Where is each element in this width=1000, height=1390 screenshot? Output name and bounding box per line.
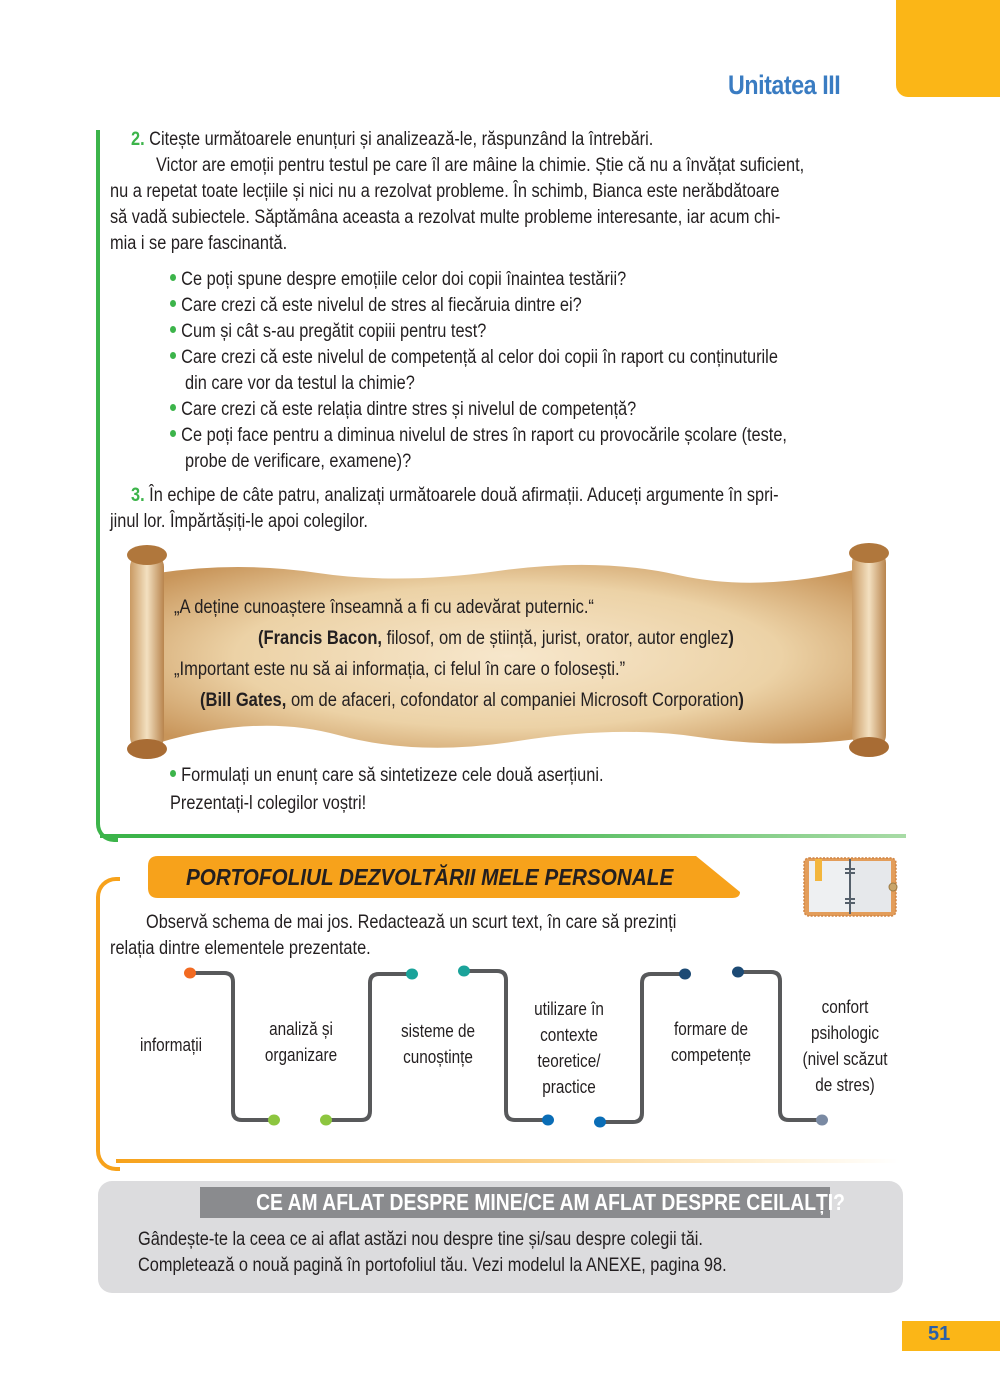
question-item: Care crezi că este nivelul de stres al fiecăruia dintre ei? bbox=[170, 293, 582, 319]
paragraph-line: Victor are emoții pentru testul pe care îl are mâine la chimie. Știe că nu a învățat suficient, bbox=[156, 155, 805, 176]
exercise-3-instruction-continued: jinul lor. Împărtășiți-le apoi colegilor. bbox=[110, 511, 368, 532]
unit-title: Unitatea III bbox=[728, 70, 841, 100]
portfolio-title: PORTOFOLIUL DEZVOLTĂRII MELE PERSONALE bbox=[186, 864, 674, 890]
paragraph-line: nu a repetat toate lecțiile și nici nu a rezolvat probleme. În schimb, Bianca este nerăbdătoare bbox=[110, 181, 780, 202]
flow-node-dot bbox=[320, 1115, 332, 1126]
flow-node-dot bbox=[732, 967, 744, 978]
task-followup: Prezentați-l colegilor voștri! bbox=[170, 793, 367, 814]
page-number-tab bbox=[902, 1321, 1000, 1351]
exercise-number: 3. bbox=[131, 485, 145, 506]
flow-step: analiză și organizare bbox=[264, 1019, 338, 1065]
paragraph-line: să vadă subiectele. Săptămâna aceasta a rezolvat multe probleme interesante, iar acum chi- bbox=[110, 207, 781, 228]
flow-node-dot bbox=[268, 1115, 280, 1126]
question-item: Cum și cât s-au pregătit copiii pentru test? bbox=[170, 319, 486, 345]
paragraph-line: mia i se pare fascinantă. bbox=[110, 233, 288, 254]
quote-text: „A deține cunoaștere înseamnă a fi cu adevărat puternic.“ bbox=[174, 597, 594, 618]
flow-step: confort psihologic (nivel scăzut de stres) bbox=[802, 997, 888, 1095]
flow-node-dot bbox=[594, 1117, 606, 1128]
flow-step: utilizare în contexte teoretice/ practice bbox=[534, 999, 604, 1097]
exercise-number: 2. bbox=[131, 129, 145, 150]
flow-node-dot bbox=[406, 969, 418, 980]
reflection-title-bar bbox=[200, 1187, 845, 1218]
flow-step: formare de competențe bbox=[671, 1019, 751, 1065]
flow-node-dot bbox=[542, 1115, 554, 1126]
portfolio-intro-line: Observă schema de mai jos. Redactează un scurt text, în care să prezinți bbox=[146, 912, 677, 933]
flow-node-dot bbox=[458, 966, 470, 977]
question-item-continued: probe de verificare, examene)? bbox=[185, 451, 412, 472]
question-item: Ce poți spune despre emoțiile celor doi copii înaintea testării? bbox=[170, 267, 626, 293]
flow-step: sisteme de cunoștințe bbox=[400, 1021, 475, 1067]
quote-author: Bill Gates, bbox=[205, 690, 287, 711]
exercise-3-instruction: 3. În echipe de câte patru, analizați următoarele două afirmații. Aduceți argumente în spri- bbox=[131, 485, 779, 506]
reflection-title: CE AM AFLAT DESPRE MINE/CE AM AFLAT DESPRE CEILALȚI? bbox=[256, 1189, 845, 1215]
reflection-line: Gândește-te la ceea ce ai aflat astăzi nou despre tine și/sau despre colegii tăi. bbox=[138, 1229, 703, 1250]
question-item: Care crezi că este relația dintre stres și nivelul de competență? bbox=[170, 397, 636, 423]
quote-attribution: (Bill Gates, om de afaceri, cofondator al companiei Microsoft Corporation) bbox=[200, 690, 744, 711]
quote-attribution: (Francis Bacon, filosof, om de știință, jurist, orator, autor englez) bbox=[258, 628, 734, 649]
reflection-line: Completează o nouă pagină în portofoliul tău. Vezi modelul la ANEXE, pagina 98. bbox=[138, 1255, 727, 1276]
question-item-continued: din care vor da testul la chimie? bbox=[185, 373, 415, 394]
flow-node-dot bbox=[679, 969, 691, 980]
flow-step: informații bbox=[139, 1035, 203, 1055]
page-number: 51 bbox=[928, 1323, 951, 1345]
portfolio-intro-line: relația dintre elementele prezentate. bbox=[110, 938, 371, 959]
question-item: Ce poți face pentru a diminua nivelul de stres în raport cu provocările școlare (teste, bbox=[170, 423, 787, 449]
quote-author: Francis Bacon, bbox=[263, 628, 383, 649]
flow-node-dot bbox=[184, 968, 196, 979]
flow-node-dot bbox=[816, 1115, 828, 1126]
task-item: Formulați un enunț care să sintetizeze cele două aserțiuni. bbox=[170, 763, 604, 789]
quote-text: „Important este nu să ai informația, ci felul în care o folosești.” bbox=[174, 659, 626, 680]
instruction-text: Citește următoarele enunțuri și analizează-le, răspunzând la întrebări. bbox=[149, 129, 654, 150]
question-item: Care crezi că este nivelul de competență al celor doi copii în raport cu conținuturile bbox=[170, 345, 778, 371]
